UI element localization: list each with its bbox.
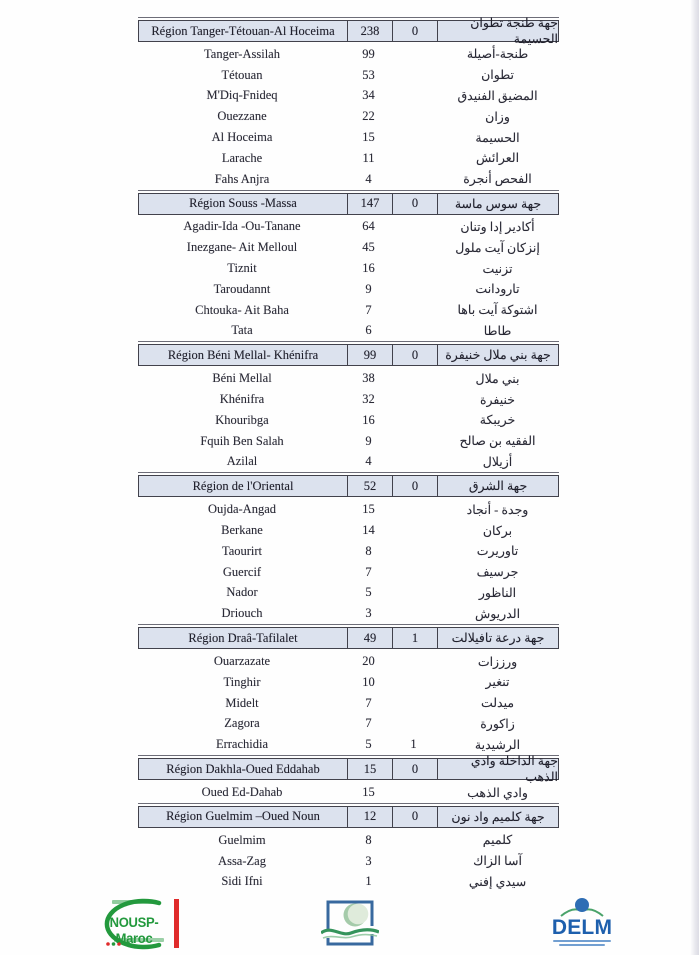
province-count-1: 99 [362, 46, 375, 61]
province-name-fr: Larache [221, 150, 263, 165]
region-name-fr: Région Draâ-Tafilalet [188, 630, 298, 645]
province-count-2 [391, 389, 436, 410]
region-count-1: 147 [347, 194, 392, 214]
province-count-1: 3 [365, 853, 372, 868]
province-name-fr: Chtouka- Ait Baha [195, 302, 289, 317]
province-count-1: 1 [365, 874, 372, 889]
region-count-1: 52 [347, 476, 392, 496]
province-count-2 [391, 583, 436, 604]
province-row [138, 693, 559, 714]
province-name-ar: طاطا [483, 323, 512, 338]
province-row [138, 603, 559, 624]
province-count-1: 9 [365, 433, 372, 448]
province-count-1: 7 [365, 695, 372, 710]
province-row [138, 562, 559, 583]
province-count-2 [391, 169, 436, 190]
province-name-fr: Agadir-Ida -Ou-Tanane [183, 219, 301, 234]
province-count-1: 7 [365, 564, 372, 579]
province-name-ar: ميدلت [480, 696, 515, 711]
province-count-1: 7 [365, 302, 372, 317]
province-count-2 [391, 258, 436, 279]
region-count-2: 0 [392, 345, 437, 365]
region-count-1: 238 [347, 21, 392, 41]
province-row [138, 86, 559, 107]
province-row [138, 714, 559, 735]
province-name-fr: Khouribga [215, 412, 269, 427]
nousp-maroc-logo [87, 895, 183, 953]
province-count-2 [391, 237, 436, 258]
province-row [138, 520, 559, 541]
province-count-1: 45 [362, 240, 375, 255]
province-row [138, 431, 559, 452]
province-name-fr: Tata [231, 323, 253, 338]
province-count-1: 7 [365, 716, 372, 731]
province-name-ar: ورززات [477, 654, 518, 669]
province-row [138, 651, 559, 672]
province-name-fr: Midelt [225, 695, 259, 710]
province-name-fr: Ouarzazate [213, 654, 271, 669]
section-rows [138, 368, 559, 473]
region-header-row [138, 16, 559, 46]
province-count-1: 5 [365, 585, 372, 600]
province-count-1: 15 [362, 130, 375, 145]
province-name-ar: تزنيت [482, 261, 513, 276]
province-name-fr: Assa-Zag [218, 853, 266, 868]
province-row [138, 830, 559, 851]
province-row [138, 541, 559, 562]
province-count-2 [391, 431, 436, 452]
province-row [138, 321, 559, 342]
province-count-1: 8 [365, 832, 372, 847]
delm-logo [549, 896, 615, 946]
region-count-2: 0 [392, 759, 437, 779]
province-count-2 [391, 499, 436, 520]
province-row [138, 279, 559, 300]
province-name-ar: كلميم [482, 833, 513, 848]
province-count-2 [391, 368, 436, 389]
province-name-ar: الناظور [478, 585, 517, 600]
province-count-1: 32 [362, 392, 375, 407]
region-name-fr: Région Souss -Massa [189, 196, 297, 211]
province-count-2 [391, 106, 436, 127]
region-header-row [138, 627, 559, 649]
province-name-fr: Taroudannt [213, 281, 271, 296]
province-row [138, 258, 559, 279]
province-count-2 [391, 217, 436, 238]
province-count-2 [391, 44, 436, 65]
province-count-1: 8 [365, 543, 372, 558]
province-name-ar: أزيلال [482, 454, 513, 469]
province-row [138, 499, 559, 520]
province-name-ar: زاكورة [480, 716, 515, 731]
province-count-2 [391, 830, 436, 851]
province-count-2 [391, 86, 436, 107]
province-name-fr: Errachidia [215, 737, 269, 752]
province-count-2 [391, 321, 436, 342]
province-count-2 [391, 279, 436, 300]
province-count-1: 53 [362, 67, 375, 82]
province-row [138, 672, 559, 693]
province-name-ar: العرائش [475, 151, 520, 166]
province-name-ar: أكادير إدا وتنان [460, 219, 535, 234]
region-header-row [138, 193, 559, 215]
region-name-ar: جهة سوس ماسة [437, 194, 558, 214]
province-count-1: 15 [362, 785, 375, 799]
ministry-health-logo [321, 894, 379, 952]
region-count-2: 0 [392, 807, 437, 827]
province-name-fr: Guercif [222, 564, 262, 579]
ministry-frame-bottom [328, 934, 372, 944]
delm-subtext-line [559, 944, 605, 946]
province-count-1: 6 [365, 323, 372, 338]
region-name-ar: جهة الشرق [437, 476, 558, 496]
province-name-ar: الدريوش [474, 606, 521, 621]
province-row [138, 106, 559, 127]
province-count-2 [391, 851, 436, 872]
province-name-ar: خريبكة [479, 413, 516, 428]
province-name-fr: Tanger-Assilah [204, 46, 280, 61]
region-count-2: 1 [392, 628, 437, 648]
province-count-2 [391, 65, 436, 86]
region-count-1: 15 [347, 759, 392, 779]
delm-emblem-graphics [551, 896, 613, 918]
province-name-ar: وزان [485, 109, 510, 124]
section-rows [138, 217, 559, 343]
region-section [138, 754, 559, 804]
province-name-ar: تاوريرت [476, 544, 519, 559]
province-count-1: 4 [365, 454, 372, 469]
province-count-1: 16 [362, 261, 375, 276]
region-count-2: 0 [392, 476, 437, 496]
province-row [138, 410, 559, 431]
province-count-2 [391, 410, 436, 431]
province-count-1: 20 [362, 654, 375, 669]
nousp-red-bar [174, 899, 179, 948]
province-count-1: 4 [365, 171, 372, 186]
province-count-2 [391, 603, 436, 624]
delm-subtext [549, 940, 615, 946]
province-count-1: 38 [362, 371, 375, 386]
province-count-2 [391, 300, 436, 321]
province-count-1: 16 [362, 412, 375, 427]
province-name-fr: Béni Mellal [212, 371, 272, 386]
region-section [138, 806, 559, 892]
province-count-1: 11 [362, 150, 375, 165]
province-count-1: 34 [362, 88, 375, 103]
region-count-2: 0 [392, 194, 437, 214]
province-name-fr: Nador [226, 585, 258, 600]
delm-wordmark: DELM [551, 916, 613, 939]
province-name-ar: وادي الذهب [467, 785, 528, 800]
region-count-2: 0 [392, 21, 437, 41]
province-count-2 [391, 148, 436, 169]
province-row [138, 300, 559, 321]
province-row [138, 583, 559, 604]
province-row [138, 734, 559, 755]
province-row [138, 148, 559, 169]
ministry-wave-echo-icon [323, 935, 377, 938]
section-rows [138, 44, 559, 191]
province-count-1: 10 [362, 674, 375, 689]
province-row [138, 65, 559, 86]
section-rows [138, 499, 559, 625]
province-name-fr: Oujda-Angad [207, 502, 277, 517]
province-name-ar: الفقيه بن صالح [459, 434, 536, 449]
province-name-ar: المضيق الفنيدق [457, 88, 538, 103]
province-count-2 [391, 452, 436, 473]
province-name-fr: Taourirt [221, 543, 263, 558]
province-name-fr: Ouezzane [217, 109, 267, 124]
section-rows [138, 651, 559, 756]
delm-subtext-line [553, 940, 611, 942]
region-name-fr: Région de l'Oriental [192, 478, 294, 493]
province-name-ar: طنجة-أصيلة [466, 47, 529, 62]
province-name-fr: Fahs Anjra [214, 171, 270, 186]
province-name-ar: بني ملال [475, 371, 520, 386]
region-name-fr: Région Dakhla-Oued Eddahab [166, 761, 320, 776]
province-name-fr: Driouch [221, 606, 263, 621]
province-count-2 [391, 541, 436, 562]
region-count-1: 12 [347, 807, 392, 827]
province-count-1: 64 [362, 219, 375, 234]
province-row [138, 127, 559, 148]
region-count-1: 49 [347, 628, 392, 648]
province-name-fr: Inezgane- Ait Melloul [186, 240, 298, 255]
province-name-ar: تطوان [481, 68, 514, 83]
province-name-fr: Berkane [221, 523, 263, 538]
region-section [138, 475, 559, 625]
province-row [138, 217, 559, 238]
province-count-1: 3 [365, 606, 372, 621]
ministry-sphere-icon [348, 904, 369, 925]
section-rows [138, 830, 559, 892]
region-name-ar: جهة كلميم واد نون [437, 807, 558, 827]
region-name-ar: جهة طنجة تطوان الحسيمة [437, 21, 558, 41]
province-row [138, 452, 559, 473]
province-name-fr: Khénifra [219, 392, 265, 407]
province-count-2 [391, 714, 436, 735]
province-name-ar: سيدي إفني [468, 874, 527, 889]
province-count-2 [391, 127, 436, 148]
province-row [138, 169, 559, 190]
section-rows [138, 782, 559, 804]
province-name-ar: إنزكان آيت ملول [455, 240, 540, 255]
region-header-row [138, 754, 559, 785]
nousp-small-text-top [112, 900, 156, 904]
province-count-2 [391, 520, 436, 541]
ministry-wave-icon [321, 930, 379, 934]
regions-table [138, 17, 559, 892]
region-name-ar: جهة الداخلة وادي الذهب [437, 759, 558, 779]
province-row [138, 389, 559, 410]
province-name-ar: بركان [482, 523, 513, 538]
province-count-2 [391, 872, 436, 893]
province-name-fr: M'Diq-Fnideq [206, 88, 278, 103]
province-row [138, 872, 559, 893]
province-name-ar: خنيفرة [479, 392, 516, 407]
province-name-ar: تارودانت [475, 282, 520, 297]
province-count-1: 14 [362, 523, 375, 538]
province-name-ar: تنغير [485, 675, 510, 690]
region-section [138, 16, 559, 191]
province-row [138, 44, 559, 65]
province-name-fr: Sidi Ifni [221, 874, 263, 889]
province-name-ar: الرشيدية [474, 737, 521, 752]
region-header-row [138, 806, 559, 828]
province-name-ar: آسا الزاك [473, 854, 522, 869]
province-name-ar: الحسيمة [475, 130, 520, 145]
region-name-ar: جهة بني ملال خنيفرة [437, 345, 558, 365]
province-count-2 [391, 562, 436, 583]
province-name-ar: وجدة - أنجاد [466, 502, 529, 517]
region-name-fr: Région Guelmim –Oued Noun [166, 809, 320, 824]
scan-edge-shadow [690, 0, 699, 955]
province-name-ar: جرسيف [476, 565, 519, 580]
region-name-fr: Région Béni Mellal- Khénifra [167, 347, 319, 362]
region-header-row [138, 475, 559, 497]
province-name-fr: Oued Ed-Dahab [201, 785, 283, 799]
province-name-fr: Fquih Ben Salah [200, 433, 284, 448]
region-section [138, 344, 559, 473]
province-count-1: 15 [362, 502, 375, 517]
region-name-ar: جهة درعة تافيلالت [437, 628, 558, 648]
province-name-fr: Al Hoceima [211, 130, 273, 145]
province-name-ar: اشتوكة آيت باها [457, 303, 538, 318]
province-name-fr: Azilal [226, 454, 258, 469]
province-count-2 [391, 782, 436, 803]
region-header-row [138, 344, 559, 366]
province-name-fr: Tiznit [227, 261, 257, 276]
province-count-2 [391, 651, 436, 672]
province-row [138, 782, 559, 803]
region-name-fr: Région Tanger-Tétouan-Al Hoceima [151, 23, 335, 38]
province-count-1: 22 [362, 109, 375, 124]
region-section [138, 193, 559, 343]
province-count-1: 9 [365, 281, 372, 296]
province-count-2 [391, 693, 436, 714]
province-count-1: 5 [365, 737, 372, 752]
province-name-fr: Tétouan [221, 67, 263, 82]
province-name-ar: الفحص أنجرة [463, 172, 532, 187]
province-row [138, 237, 559, 258]
province-name-fr: Tinghir [223, 674, 261, 689]
province-count-2: 1 [410, 737, 417, 752]
province-row [138, 368, 559, 389]
region-count-1: 99 [347, 345, 392, 365]
region-section [138, 627, 559, 756]
province-name-fr: Zagora [224, 716, 260, 731]
delm-head-icon [575, 898, 589, 912]
province-name-fr: Guelmim [218, 832, 266, 847]
province-row [138, 851, 559, 872]
nousp-wordmark: NOUSP-Maroc [109, 913, 159, 947]
province-count-2 [391, 672, 436, 693]
